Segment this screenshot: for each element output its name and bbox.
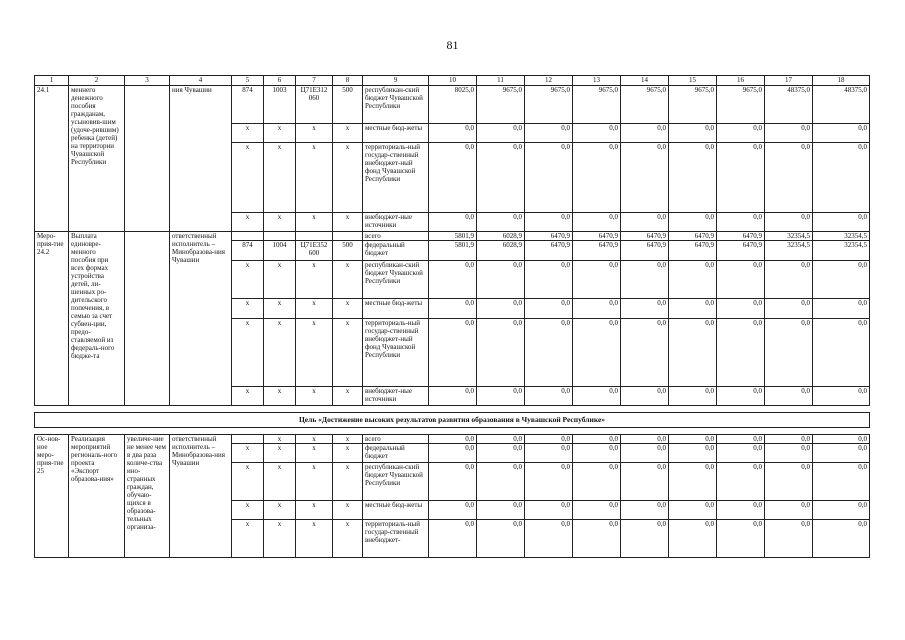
header-cell: 5 bbox=[232, 76, 264, 86]
code-section: x bbox=[264, 387, 296, 406]
amount-cell: 0,0 bbox=[573, 463, 621, 501]
amount-cell: 0,0 bbox=[717, 501, 765, 520]
amount-cell: 0,0 bbox=[813, 501, 870, 520]
amount-cell: 0,0 bbox=[813, 520, 870, 558]
amount-cell: 0,0 bbox=[765, 261, 813, 299]
amount-cell: 0,0 bbox=[717, 444, 765, 463]
funding-source: территориаль-ный государ-ственный внебюджет- bbox=[363, 520, 429, 558]
code-grbs: 874 bbox=[232, 241, 264, 261]
amount-cell: 0,0 bbox=[525, 520, 573, 558]
code-expense-type: x bbox=[333, 463, 363, 501]
amount-cell: 9675,0 bbox=[573, 86, 621, 124]
amount-cell: 9675,0 bbox=[621, 86, 669, 124]
code-section: x bbox=[264, 124, 296, 143]
amount-cell: 0,0 bbox=[429, 501, 477, 520]
amount-cell: 8025,0 bbox=[429, 86, 477, 124]
header-cell: 10 bbox=[429, 76, 477, 86]
amount-cell: 0,0 bbox=[621, 319, 669, 387]
amount-cell: 0,0 bbox=[717, 463, 765, 501]
funding-source: местные бюд-жеты bbox=[363, 501, 429, 520]
amount-cell: 0,0 bbox=[621, 387, 669, 406]
code-expense-type: x bbox=[333, 299, 363, 319]
amount-cell: 0,0 bbox=[525, 444, 573, 463]
amount-cell: 0,0 bbox=[621, 463, 669, 501]
amount-cell: 6470,9 bbox=[669, 241, 717, 261]
code-target-article: x bbox=[296, 319, 333, 387]
amount-cell: 0,0 bbox=[429, 387, 477, 406]
amount-cell: 0,0 bbox=[429, 299, 477, 319]
amount-cell: 0,0 bbox=[429, 319, 477, 387]
amount-cell: 0,0 bbox=[573, 444, 621, 463]
code-target-article: x bbox=[296, 143, 333, 213]
amount-cell: 9675,0 bbox=[525, 86, 573, 124]
header-cell: 2 bbox=[69, 76, 125, 86]
code-grbs: x bbox=[232, 124, 264, 143]
header-cell: 11 bbox=[477, 76, 525, 86]
code-target-article: x bbox=[296, 501, 333, 520]
amount-cell: 0,0 bbox=[573, 319, 621, 387]
code-expense-type: x bbox=[333, 435, 363, 444]
code-expense-type: x bbox=[333, 261, 363, 299]
code-grbs: 874 bbox=[232, 86, 264, 124]
code-section bbox=[264, 232, 296, 241]
amount-cell: 0,0 bbox=[573, 435, 621, 444]
measure-number: 24.1 bbox=[35, 86, 69, 232]
table-row bbox=[35, 435, 870, 444]
code-target-article: x bbox=[296, 463, 333, 501]
amount-cell: 0,0 bbox=[429, 520, 477, 558]
amount-cell: 0,0 bbox=[573, 124, 621, 143]
amount-cell: 0,0 bbox=[573, 501, 621, 520]
amount-cell: 0,0 bbox=[477, 319, 525, 387]
amount-cell: 0,0 bbox=[477, 444, 525, 463]
code-section: 1004 bbox=[264, 241, 296, 261]
amount-cell: 6470,9 bbox=[717, 232, 765, 241]
header-cell: 9 bbox=[363, 76, 429, 86]
header-cell: 16 bbox=[717, 76, 765, 86]
code-section: 1003 bbox=[264, 86, 296, 124]
amount-cell: 0,0 bbox=[525, 261, 573, 299]
code-expense-type: x bbox=[333, 319, 363, 387]
amount-cell: 0,0 bbox=[477, 387, 525, 406]
amount-cell: 5801,9 bbox=[429, 241, 477, 261]
amount-cell: 0,0 bbox=[525, 463, 573, 501]
amount-cell: 0,0 bbox=[669, 299, 717, 319]
amount-cell: 6470,9 bbox=[525, 232, 573, 241]
amount-cell: 0,0 bbox=[765, 124, 813, 143]
measure-number: Меро-прия-тие 24.2 bbox=[35, 232, 69, 406]
code-grbs: x bbox=[232, 387, 264, 406]
header-cell: 15 bbox=[669, 76, 717, 86]
amount-cell: 0,0 bbox=[621, 124, 669, 143]
amount-cell: 0,0 bbox=[429, 261, 477, 299]
amount-cell: 0,0 bbox=[717, 143, 765, 213]
header-cell: 3 bbox=[125, 76, 170, 86]
amount-cell: 0,0 bbox=[813, 143, 870, 213]
amount-cell: 6470,9 bbox=[525, 241, 573, 261]
amount-cell: 0,0 bbox=[669, 520, 717, 558]
funding-source: местные бюд-жеты bbox=[363, 299, 429, 319]
amount-cell: 6470,9 bbox=[669, 232, 717, 241]
code-section: x bbox=[264, 463, 296, 501]
amount-cell: 5801,9 bbox=[429, 232, 477, 241]
funding-source: территориаль-ный государ-ственный внебюджет-ный фонд Чувашской Республики bbox=[363, 143, 429, 213]
funding-source: местные бюд-жеты bbox=[363, 124, 429, 143]
amount-cell: 32354,5 bbox=[813, 232, 870, 241]
amount-cell: 0,0 bbox=[765, 143, 813, 213]
amount-cell: 0,0 bbox=[669, 501, 717, 520]
code-grbs bbox=[232, 435, 264, 444]
amount-cell: 0,0 bbox=[669, 124, 717, 143]
code-grbs: x bbox=[232, 501, 264, 520]
goal-heading: Цель «Достижение высоких результатов развития образования в Чувашской Республике» bbox=[35, 413, 870, 428]
header-row bbox=[35, 76, 870, 86]
amount-cell: 0,0 bbox=[765, 501, 813, 520]
amount-cell: 9675,0 bbox=[717, 86, 765, 124]
amount-cell: 0,0 bbox=[813, 124, 870, 143]
amount-cell: 0,0 bbox=[717, 213, 765, 232]
amount-cell: 0,0 bbox=[525, 213, 573, 232]
amount-cell: 0,0 bbox=[813, 319, 870, 387]
amount-cell: 0,0 bbox=[621, 213, 669, 232]
code-target-article: x bbox=[296, 520, 333, 558]
measure-result bbox=[125, 232, 170, 406]
code-expense-type: x bbox=[333, 444, 363, 463]
funding-source: республикан-ский бюджет Чувашской Республики bbox=[363, 86, 429, 124]
amount-cell: 0,0 bbox=[717, 261, 765, 299]
measure-number: Ос-нов-ное меро-прия-тие 25 bbox=[35, 435, 69, 558]
code-section: x bbox=[264, 213, 296, 232]
amount-cell: 0,0 bbox=[765, 319, 813, 387]
funding-source: республикан-ский бюджет Чувашской Республики bbox=[363, 463, 429, 501]
amount-cell: 0,0 bbox=[669, 444, 717, 463]
responsible-executor: ответственный исполнитель – Минобразова-ния Чувашии bbox=[170, 232, 232, 406]
amount-cell: 0,0 bbox=[429, 435, 477, 444]
amount-cell: 0,0 bbox=[765, 463, 813, 501]
amount-cell: 6028,9 bbox=[477, 241, 525, 261]
measure-result: увеличе-ние не менее чем в два раза количе-ства ино-странных граждан, обучаю-щихся в образова-тельных организа- bbox=[125, 435, 170, 558]
amount-cell: 0,0 bbox=[765, 444, 813, 463]
code-section: x bbox=[264, 299, 296, 319]
code-target-article: x bbox=[296, 213, 333, 232]
amount-cell: 0,0 bbox=[717, 319, 765, 387]
code-expense-type: x bbox=[333, 520, 363, 558]
amount-cell: 9675,0 bbox=[669, 86, 717, 124]
amount-cell: 0,0 bbox=[765, 213, 813, 232]
funding-source: федеральный бюджет bbox=[363, 444, 429, 463]
amount-cell: 0,0 bbox=[813, 444, 870, 463]
amount-cell: 32354,5 bbox=[765, 232, 813, 241]
amount-cell: 6470,9 bbox=[717, 241, 765, 261]
amount-cell: 0,0 bbox=[813, 387, 870, 406]
amount-cell: 6028,9 bbox=[477, 232, 525, 241]
code-grbs: x bbox=[232, 213, 264, 232]
amount-cell: 0,0 bbox=[669, 463, 717, 501]
header-cell: 8 bbox=[333, 76, 363, 86]
code-expense-type: x bbox=[333, 213, 363, 232]
code-grbs: x bbox=[232, 319, 264, 387]
header-cell: 4 bbox=[170, 76, 232, 86]
spacer-row bbox=[35, 428, 870, 435]
amount-cell: 0,0 bbox=[477, 261, 525, 299]
amount-cell: 0,0 bbox=[573, 299, 621, 319]
spacer-row bbox=[35, 406, 870, 413]
amount-cell: 0,0 bbox=[573, 213, 621, 232]
amount-cell: 0,0 bbox=[717, 124, 765, 143]
budget-table bbox=[34, 75, 870, 558]
code-section: x bbox=[264, 319, 296, 387]
header-cell: 12 bbox=[525, 76, 573, 86]
amount-cell: 0,0 bbox=[669, 213, 717, 232]
amount-cell: 0,0 bbox=[477, 463, 525, 501]
amount-cell: 0,0 bbox=[669, 261, 717, 299]
amount-cell: 0,0 bbox=[477, 143, 525, 213]
amount-cell: 0,0 bbox=[525, 124, 573, 143]
page-number: 81 bbox=[446, 38, 459, 52]
amount-cell: 32354,5 bbox=[765, 241, 813, 261]
amount-cell: 0,0 bbox=[621, 261, 669, 299]
funding-source: республикан-ский бюджет Чувашской Республики bbox=[363, 261, 429, 299]
amount-cell: 0,0 bbox=[669, 319, 717, 387]
amount-cell: 0,0 bbox=[813, 463, 870, 501]
code-grbs: x bbox=[232, 143, 264, 213]
code-grbs bbox=[232, 232, 264, 241]
code-expense-type: x bbox=[333, 501, 363, 520]
amount-cell: 0,0 bbox=[477, 435, 525, 444]
spacer-cell bbox=[35, 428, 870, 435]
amount-cell: 0,0 bbox=[477, 299, 525, 319]
amount-cell: 0,0 bbox=[573, 387, 621, 406]
code-section: x bbox=[264, 501, 296, 520]
amount-cell: 0,0 bbox=[813, 299, 870, 319]
code-expense-type bbox=[333, 232, 363, 241]
spacer-cell bbox=[35, 406, 870, 413]
amount-cell: 0,0 bbox=[621, 435, 669, 444]
amount-cell: 0,0 bbox=[573, 261, 621, 299]
table-body bbox=[35, 76, 870, 558]
amount-cell: 0,0 bbox=[813, 435, 870, 444]
amount-cell: 0,0 bbox=[429, 213, 477, 232]
amount-cell: 0,0 bbox=[477, 124, 525, 143]
amount-cell: 6470,9 bbox=[621, 232, 669, 241]
amount-cell: 0,0 bbox=[477, 213, 525, 232]
code-grbs: x bbox=[232, 261, 264, 299]
amount-cell: 0,0 bbox=[669, 387, 717, 406]
amount-cell: 0,0 bbox=[765, 435, 813, 444]
amount-cell: 9675,0 bbox=[477, 86, 525, 124]
amount-cell: 0,0 bbox=[717, 299, 765, 319]
funding-source: внебюджет-ные источники bbox=[363, 213, 429, 232]
code-section: x bbox=[264, 261, 296, 299]
amount-cell: 0,0 bbox=[525, 143, 573, 213]
amount-cell: 32354,5 bbox=[813, 241, 870, 261]
amount-cell: 0,0 bbox=[525, 319, 573, 387]
code-grbs: x bbox=[232, 444, 264, 463]
table-row bbox=[35, 232, 870, 241]
header-cell: 7 bbox=[296, 76, 333, 86]
code-grbs: x bbox=[232, 463, 264, 501]
code-expense-type: 500 bbox=[333, 241, 363, 261]
header-cell: 18 bbox=[813, 76, 870, 86]
code-section: x bbox=[264, 444, 296, 463]
amount-cell: 6470,9 bbox=[573, 241, 621, 261]
code-expense-type: x bbox=[333, 124, 363, 143]
code-target-article: Ц71Е312 060 bbox=[296, 86, 333, 124]
amount-cell: 0,0 bbox=[765, 299, 813, 319]
amount-cell: 0,0 bbox=[525, 387, 573, 406]
code-expense-type: x bbox=[333, 143, 363, 213]
amount-cell: 0,0 bbox=[429, 463, 477, 501]
code-target-article: x bbox=[296, 435, 333, 444]
amount-cell: 0,0 bbox=[429, 143, 477, 213]
amount-cell: 0,0 bbox=[717, 435, 765, 444]
amount-cell: 0,0 bbox=[477, 501, 525, 520]
responsible-executor: ния Чувашии bbox=[170, 86, 232, 232]
goal-row bbox=[35, 413, 870, 428]
responsible-executor: ответственный исполнитель – Минобразова-ния Чувашии bbox=[170, 435, 232, 558]
code-section: x bbox=[264, 520, 296, 558]
amount-cell: 0,0 bbox=[813, 213, 870, 232]
amount-cell: 0,0 bbox=[621, 143, 669, 213]
code-target-article: x bbox=[296, 387, 333, 406]
code-target-article: x bbox=[296, 261, 333, 299]
amount-cell: 48375,0 bbox=[765, 86, 813, 124]
amount-cell: 48375,0 bbox=[813, 86, 870, 124]
funding-source: всего bbox=[363, 435, 429, 444]
header-cell: 13 bbox=[573, 76, 621, 86]
funding-source: территориаль-ный государ-ственный внебюджет-ный фонд Чувашской Республики bbox=[363, 319, 429, 387]
amount-cell: 0,0 bbox=[621, 501, 669, 520]
code-grbs: x bbox=[232, 299, 264, 319]
code-section: x bbox=[264, 435, 296, 444]
amount-cell: 0,0 bbox=[621, 299, 669, 319]
amount-cell: 6470,9 bbox=[573, 232, 621, 241]
amount-cell: 0,0 bbox=[765, 387, 813, 406]
amount-cell: 0,0 bbox=[525, 299, 573, 319]
amount-cell: 0,0 bbox=[621, 520, 669, 558]
amount-cell: 0,0 bbox=[765, 520, 813, 558]
code-expense-type: x bbox=[333, 387, 363, 406]
header-cell: 14 bbox=[621, 76, 669, 86]
measure-result bbox=[125, 86, 170, 232]
code-grbs: x bbox=[232, 520, 264, 558]
code-expense-type: 500 bbox=[333, 86, 363, 124]
amount-cell: 0,0 bbox=[813, 261, 870, 299]
amount-cell: 0,0 bbox=[717, 520, 765, 558]
amount-cell: 0,0 bbox=[621, 444, 669, 463]
measure-name: меннего денежного пособия гражданам, усыновив-шим (удоче-рившим) ребенка (детей) на территории Чувашской Республики bbox=[69, 86, 125, 232]
amount-cell: 0,0 bbox=[525, 435, 573, 444]
amount-cell: 0,0 bbox=[717, 387, 765, 406]
header-cell: 6 bbox=[264, 76, 296, 86]
measure-name: Выплата единовре-менного пособия при всех формах устройства детей, ли-шенных ро-дительского попечения, в семью за счет субвен-ции, предо-ставляемой из федераль-ного бюдже-та bbox=[69, 232, 125, 406]
table-row bbox=[35, 86, 870, 124]
header-cell: 1 bbox=[35, 76, 69, 86]
code-target-article: x bbox=[296, 444, 333, 463]
code-target-article: x bbox=[296, 124, 333, 143]
code-section: x bbox=[264, 143, 296, 213]
amount-cell: 6470,9 bbox=[621, 241, 669, 261]
funding-source: внебюджет-ные источники bbox=[363, 387, 429, 406]
funding-source: федеральный бюджет bbox=[363, 241, 429, 261]
amount-cell: 0,0 bbox=[429, 444, 477, 463]
amount-cell: 0,0 bbox=[669, 143, 717, 213]
header-cell: 17 bbox=[765, 76, 813, 86]
measure-name: Реализация мероприятий региональ-ного проекта «Экспорт образова-ния» bbox=[69, 435, 125, 558]
code-target-article bbox=[296, 232, 333, 241]
code-target-article: x bbox=[296, 299, 333, 319]
amount-cell: 0,0 bbox=[573, 520, 621, 558]
amount-cell: 0,0 bbox=[525, 501, 573, 520]
amount-cell: 0,0 bbox=[669, 435, 717, 444]
code-target-article: Ц71Е352 600 bbox=[296, 241, 333, 261]
amount-cell: 0,0 bbox=[573, 143, 621, 213]
funding-source: всего bbox=[363, 232, 429, 241]
amount-cell: 0,0 bbox=[477, 520, 525, 558]
amount-cell: 0,0 bbox=[429, 124, 477, 143]
